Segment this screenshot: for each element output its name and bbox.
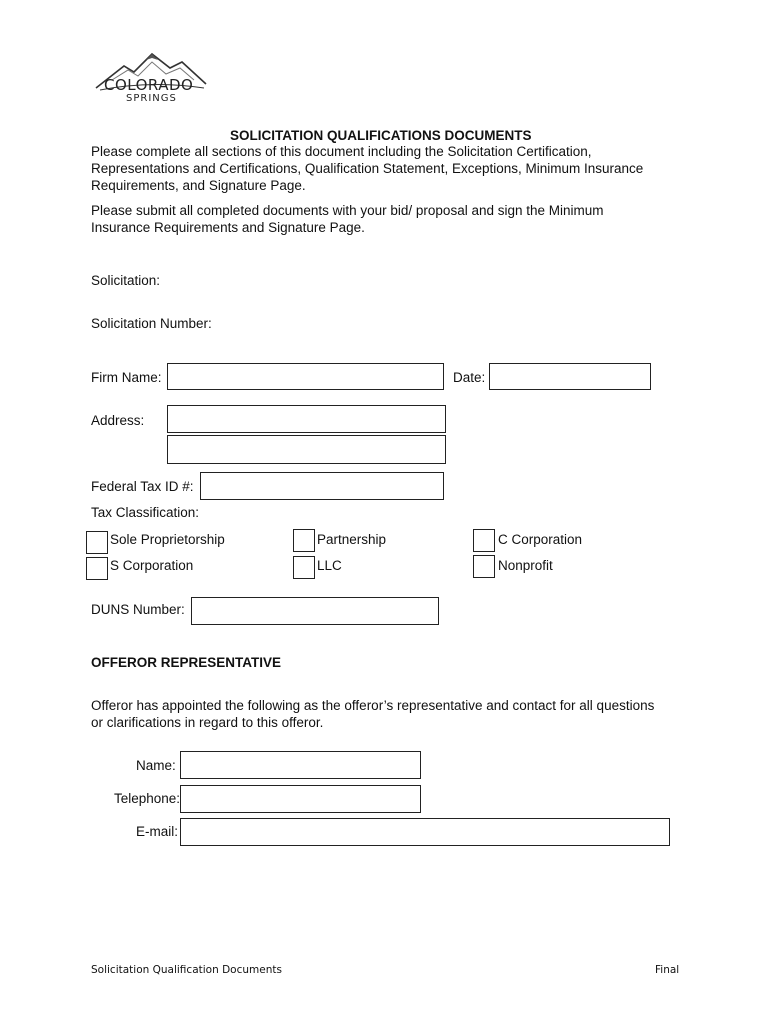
address-line2-field[interactable] [167,435,446,464]
footer-left: Solicitation Qualification Documents [91,964,282,976]
partnership-checkbox[interactable] [293,529,315,552]
s-corporation-label: S Corporation [110,558,194,573]
intro-line: Representations and Certifications, Qualification Statement, Exceptions, Minimum Insurance [91,161,644,176]
page-title: SOLICITATION QUALIFICATIONS DOCUMENTS [230,128,532,143]
rep-name-field[interactable] [180,751,421,779]
address-line1-field[interactable] [167,405,446,433]
firm-name-field[interactable] [167,363,444,390]
c-corporation-label: C Corporation [498,532,583,547]
logo-line1: COLORADO [104,76,194,94]
federal-tax-id-label: Federal Tax ID #: [91,479,194,494]
rep-telephone-field[interactable] [180,785,421,813]
nonprofit-checkbox[interactable] [473,555,495,578]
c-corporation-checkbox[interactable] [473,529,495,552]
solicitation-label: Solicitation: [91,273,161,288]
partnership-label: Partnership [317,532,387,547]
rep-email-label: E-mail: [136,824,179,839]
date-label: Date: [453,370,486,385]
footer-right: Final [655,964,680,976]
submit-paragraph [91,202,604,236]
rep-telephone-label: Telephone: [114,791,181,806]
offeror-line: Offeror has appointed the following as the offeror’s representative and contact for all questions [91,698,655,713]
llc-label: LLC [317,558,342,573]
solicitation-number-label: Solicitation Number: [91,316,212,331]
intro-line: Please complete all sections of this document including the Solicitation Certification, [91,144,592,159]
s-corporation-checkbox[interactable] [86,557,108,580]
logo-line2: SPRINGS [126,93,177,104]
rep-name-label: Name: [136,758,176,773]
federal-tax-id-field[interactable] [200,472,444,500]
sole-proprietorship-checkbox[interactable] [86,531,108,554]
offeror-paragraph [91,697,654,731]
submit-line: Insurance Requirements and Signature Page. [91,220,365,235]
date-field[interactable] [489,363,651,390]
intro-line: Requirements, and Signature Page. [91,178,306,193]
llc-checkbox[interactable] [293,556,315,579]
firm-name-label: Firm Name: [91,370,162,385]
colorado-springs-logo [94,50,209,108]
offeror-line: or clarifications in regard to this offeror. [91,715,324,730]
submit-line: Please submit all completed documents with your bid/ proposal and sign the Minimum [91,203,604,218]
duns-number-label: DUNS Number: [91,602,185,617]
duns-number-field[interactable] [191,597,439,625]
rep-email-field[interactable] [180,818,670,846]
address-label: Address: [91,413,145,428]
sole-proprietorship-label: Sole Proprietorship [110,532,225,547]
tax-classification-label: Tax Classification: [91,505,200,520]
intro-paragraph [91,143,643,194]
nonprofit-label: Nonprofit [498,558,553,573]
offeror-representative-heading: OFFEROR REPRESENTATIVE [91,655,282,670]
